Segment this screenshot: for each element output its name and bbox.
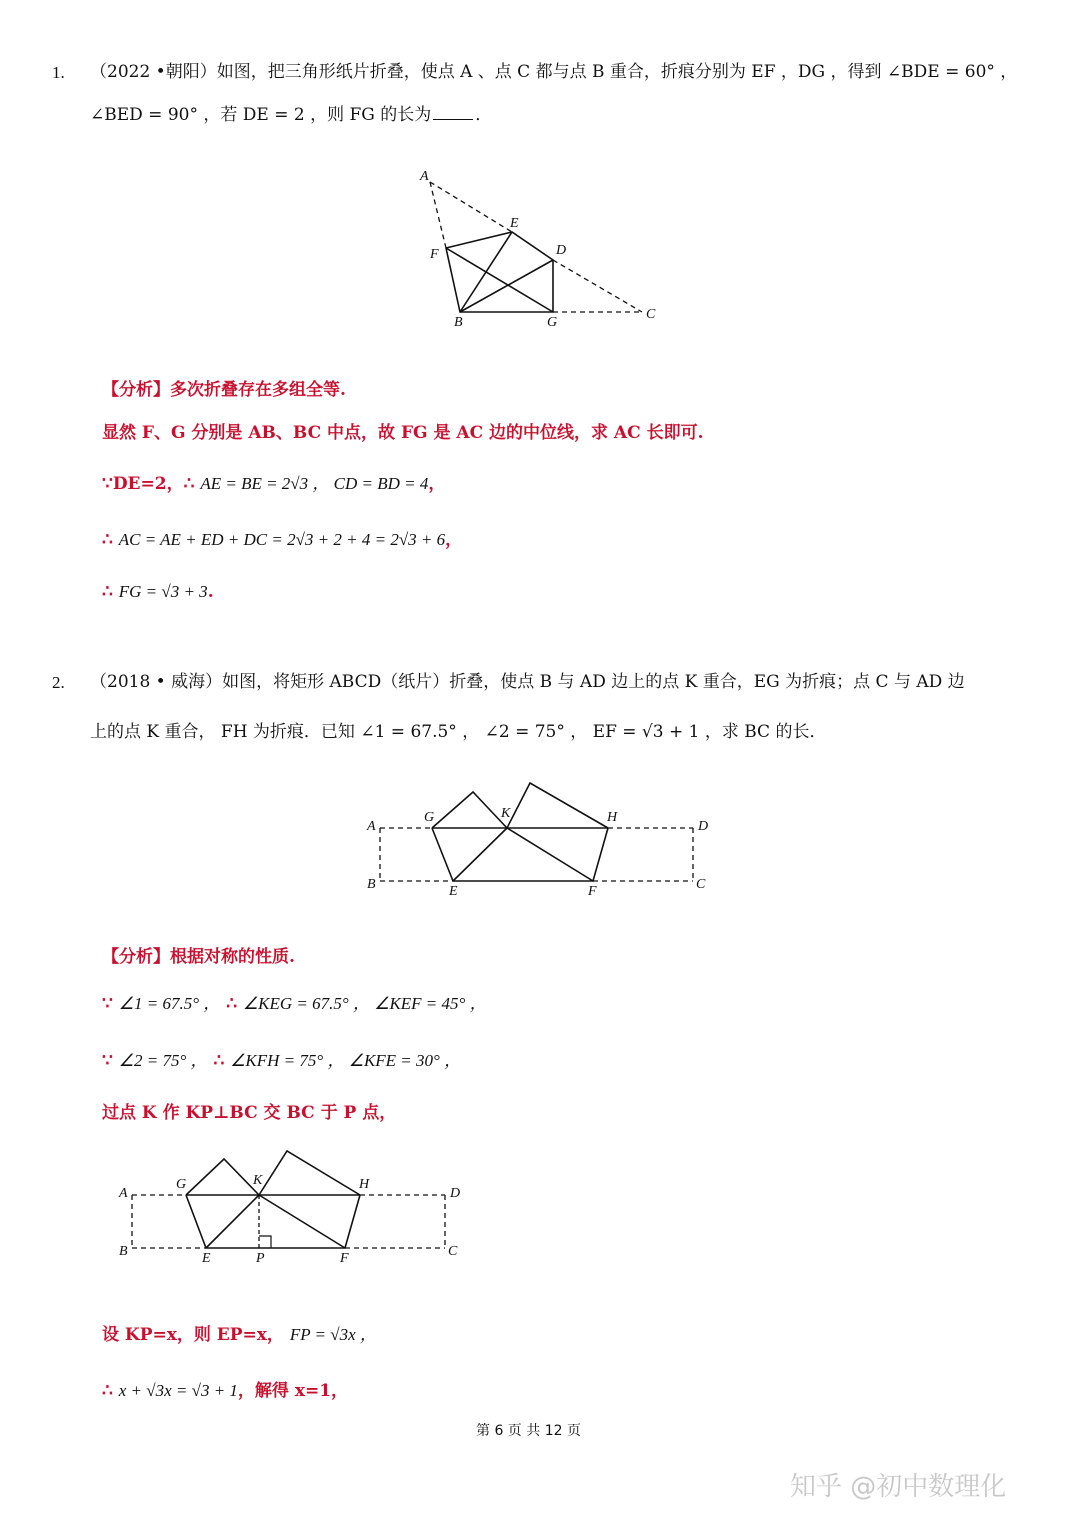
fig2-label-E: E bbox=[449, 884, 458, 899]
fig1-label-G: G bbox=[547, 315, 558, 330]
problem-1-text-line-1: （2022 •朝阳）如图，把三角形纸片折叠，使点 A 、点 C 都与点 B 重合，折痕分别为 EF ，DG ，得到 ∠BDE = 60° ， bbox=[90, 62, 1018, 82]
fig1-label-F: F bbox=[430, 247, 439, 262]
analysis-2-line-1-a: ∵ bbox=[102, 994, 113, 1014]
page-footer: 第 6 页 共 12 页 bbox=[476, 1423, 581, 1439]
analysis-2-line-5 bbox=[102, 1376, 348, 1401]
fig2-label-K: K bbox=[501, 806, 511, 821]
fig2-flap-left bbox=[432, 792, 507, 828]
analysis-2-line-1-math-2: ∠KEG = 67.5° ， ∠KEF = 45° ， bbox=[242, 994, 487, 1013]
analysis-2-line-2-a: ∵ bbox=[102, 1051, 113, 1071]
analysis-2-line-1 bbox=[102, 989, 487, 1014]
fig2-label-G: G bbox=[424, 810, 435, 825]
fig3-label-B: B bbox=[119, 1244, 128, 1259]
fig3-edge-EK bbox=[206, 1195, 259, 1248]
analysis-2-line-5-c: ，解得 x=1， bbox=[237, 1381, 349, 1401]
analysis-1-line-2-c: ， bbox=[428, 474, 446, 494]
fig2-flap-right bbox=[507, 783, 608, 828]
fig3-label-F: F bbox=[340, 1251, 349, 1266]
watermark: 知乎 @初中数理化 bbox=[790, 1472, 1007, 1502]
fig3-label-D: D bbox=[450, 1186, 461, 1201]
figure-2-folded-rectangle bbox=[360, 775, 720, 900]
fig1-outline bbox=[446, 232, 553, 312]
figure-1-folded-triangle bbox=[410, 160, 680, 335]
fig3-label-P: P bbox=[256, 1251, 265, 1266]
analysis-2-line-2-c: ∴ bbox=[213, 1051, 225, 1071]
problem-1-text-line-2-post: ． bbox=[475, 105, 493, 125]
fig1-edge-FG bbox=[446, 248, 553, 312]
analysis-1-line-4-c: . bbox=[207, 582, 214, 602]
fig3-label-H: H bbox=[359, 1177, 370, 1192]
fig2-label-F: F bbox=[588, 884, 597, 899]
fig3-label-K: K bbox=[253, 1173, 263, 1188]
figure-3-folded-rectangle-with-perpendicular bbox=[110, 1145, 470, 1270]
analysis-2-line-2-math-1: ∠2 = 75° ， bbox=[118, 1051, 208, 1070]
analysis-2-title: 【分析】根据对称的性质. bbox=[102, 947, 295, 967]
analysis-1-title: 【分析】多次折叠存在多组全等. bbox=[102, 380, 346, 400]
analysis-2-line-4 bbox=[102, 1320, 377, 1345]
analysis-1-line-4-math: FG = √3 + 3 bbox=[118, 582, 208, 601]
fig1-edge-DC bbox=[553, 260, 642, 312]
fig1-label-A: A bbox=[420, 169, 429, 184]
fig2-label-C: C bbox=[696, 877, 706, 892]
analysis-2-line-1-c: ∴ bbox=[226, 994, 238, 1014]
fig3-label-C: C bbox=[448, 1244, 458, 1259]
fig2-label-B: B bbox=[367, 877, 376, 892]
analysis-2-line-1-math-1: ∠1 = 67.5° ， bbox=[118, 994, 221, 1013]
analysis-1-line-3-a: ∴ bbox=[102, 530, 113, 550]
fig3-label-E: E bbox=[202, 1251, 211, 1266]
fig2-label-D: D bbox=[698, 819, 709, 834]
fig2-edge-EK bbox=[453, 828, 507, 881]
analysis-1-line-1: 显然 F、G 分别是 AB、BC 中点，故 FG 是 AC 边的中位线，求 AC 长即可. bbox=[102, 423, 704, 443]
problem-1-text-line-2-pre: ∠BED = 90° ，若 DE = 2 ，则 FG 的长为 bbox=[90, 105, 432, 125]
problem-1-text-line-2 bbox=[90, 107, 492, 124]
analysis-1-line-2-a: ∵DE=2，∴ bbox=[102, 474, 195, 494]
analysis-1-line-3 bbox=[102, 525, 462, 550]
fig1-edge-AF bbox=[430, 182, 446, 248]
fig3-flap-left bbox=[186, 1159, 259, 1195]
fig3-label-A: A bbox=[119, 1186, 128, 1201]
analysis-1-line-2 bbox=[102, 469, 445, 494]
analysis-1-line-3-math: AC = AE + ED + DC = 2√3 + 2 + 4 = 2√3 + 6 bbox=[118, 530, 446, 549]
fig3-label-G: G bbox=[176, 1177, 187, 1192]
fig3-right-angle-mark bbox=[259, 1236, 271, 1248]
fig3-flap-right bbox=[259, 1151, 360, 1195]
fig2-label-A: A bbox=[367, 819, 376, 834]
answer-blank bbox=[433, 119, 473, 120]
fig1-label-E: E bbox=[510, 216, 519, 231]
fig3-edge-FK bbox=[259, 1195, 345, 1248]
analysis-2-line-5-math: x + √3x = √3 + 1 bbox=[118, 1381, 238, 1400]
fig2-edge-FK bbox=[507, 828, 593, 881]
fig2-label-H: H bbox=[607, 810, 618, 825]
problem-2-text-line-2: 上的点 K 重合， FH 为折痕．已知 ∠1 = 67.5° ， ∠2 = 75° ， EF = √3 + 1 ，求 BC 的长． bbox=[90, 722, 827, 742]
analysis-2-line-3: 过点 K 作 KP⊥BC 交 BC 于 P 点， bbox=[102, 1103, 397, 1123]
problem-2-number: 2. bbox=[52, 673, 65, 692]
analysis-1-line-3-c: ， bbox=[445, 530, 463, 550]
fig1-label-D: D bbox=[556, 243, 567, 258]
problem-1-number: 1. bbox=[52, 63, 65, 82]
fig1-edge-AE bbox=[430, 182, 512, 232]
analysis-2-line-2 bbox=[102, 1046, 461, 1071]
analysis-2-line-4-math: FP = √3x ， bbox=[289, 1325, 377, 1344]
fig1-label-C: C bbox=[646, 307, 656, 322]
analysis-2-line-4-a: 设 KP=x，则 EP=x， bbox=[102, 1325, 284, 1345]
analysis-1-line-4 bbox=[102, 582, 214, 602]
analysis-1-line-4-a: ∴ bbox=[102, 582, 113, 602]
analysis-1-line-2-math: AE = BE = 2√3 ， CD = BD = 4 bbox=[200, 474, 429, 493]
analysis-2-line-2-math-2: ∠KFH = 75° ， ∠KFE = 30° ， bbox=[230, 1051, 462, 1070]
analysis-2-line-5-a: ∴ bbox=[102, 1381, 113, 1401]
fig1-label-B: B bbox=[454, 315, 463, 330]
problem-2-text-line-1: （2018 • 威海）如图，将矩形 ABCD（纸片）折叠，使点 B 与 AD 边上的点 K 重合，EG 为折痕；点 C 与 AD 边 bbox=[90, 672, 965, 692]
